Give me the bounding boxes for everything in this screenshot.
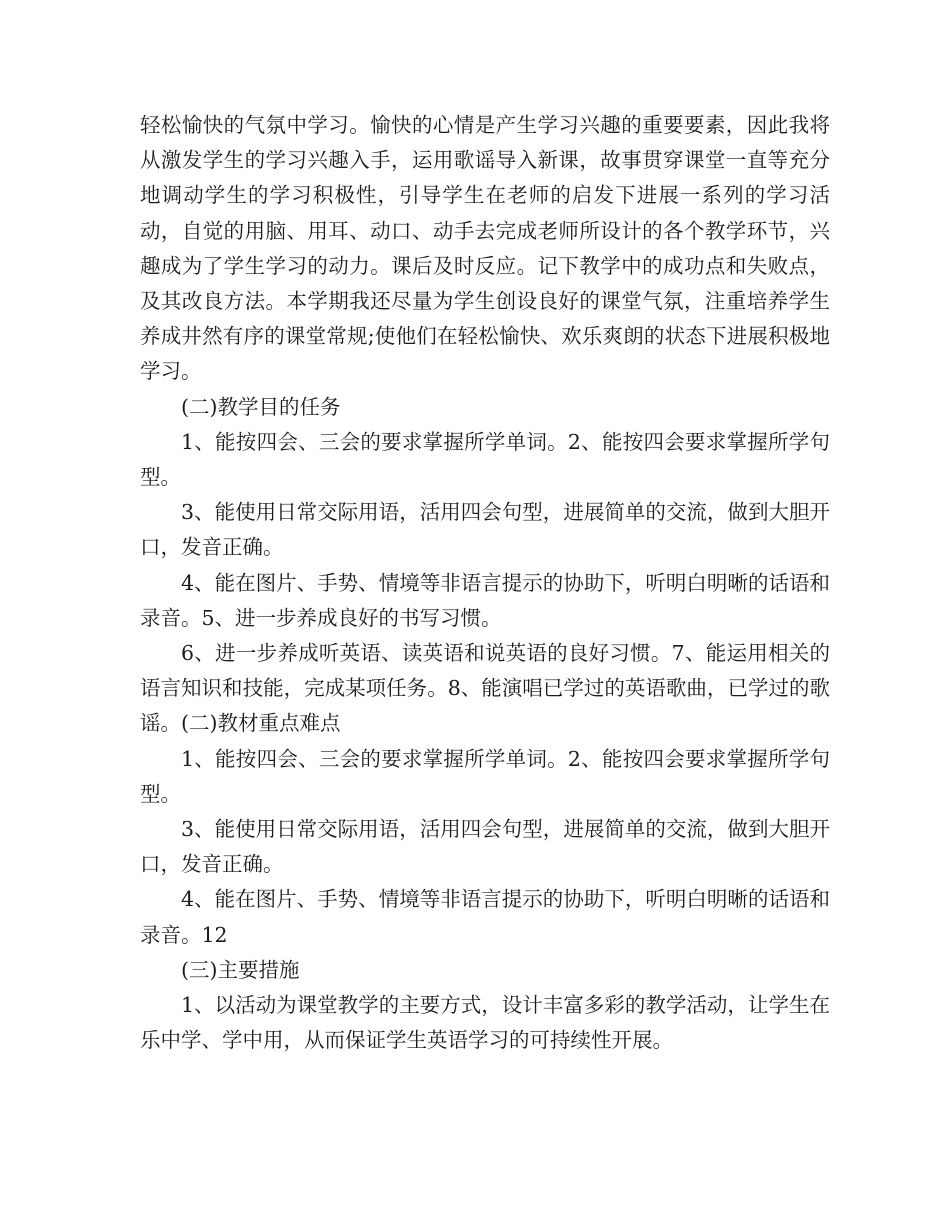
paragraph-intro: 轻松愉快的气氛中学习。愉快的心情是产生学习兴趣的重要要素，因此我将从激发学生的学习兴趣入手，运用歌谣导入新课，故事贯穿课堂一直等充分地调动学生的学习积极性，引导学生在老师的启发下进展一系列的学习活动，自觉的用脑、用耳、动口、动手去完成老师所设计的各个教学环节，兴趣成为了学生学习的动力。课后及时反应。记下教学中的成功点和失败点，及其改良方法。本学期我还尽量为学生创设良好的课堂气氛，注重培养学生养成井然有序的课堂常规;使他们在轻松愉快、欢乐爽朗的状态下进展积极地学习。 bbox=[140, 113, 830, 384]
paragraph-key-3: 3、能使用日常交际用语，活用四会句型，进展简单的交流，做到大胆开口，发音正确。 bbox=[140, 817, 830, 877]
paragraph-measure-1: 1、以活动为课堂教学的主要方式，设计丰富多彩的教学活动，让学生在乐中学、学中用，从而保证学生英语学习的可持续性开展。 bbox=[140, 993, 830, 1053]
paragraph-goal-6-8: 6、进一步养成听英语、读英语和说英语的良好习惯。7、能运用相关的语言知识和技能，完成某项任务。8、能演唱已学过的英语歌曲，已学过的歌谣。(二)教材重点难点 bbox=[140, 641, 830, 736]
paragraph-goal-4-5: 4、能在图片、手势、情境等非语言提示的协助下，听明白明晰的话语和录音。5、进一步养成良好的书写习惯。 bbox=[140, 570, 830, 630]
paragraph-goal-3: 3、能使用日常交际用语，活用四会句型，进展简单的交流，做到大胆开口，发音正确。 bbox=[140, 500, 830, 560]
heading-main-measures: (三)主要措施 bbox=[181, 957, 300, 982]
document-page bbox=[140, 108, 830, 1058]
paragraph-key-4: 4、能在图片、手势、情境等非语言提示的协助下，听明白明晰的话语和录音。12 bbox=[140, 887, 830, 947]
heading-teaching-goals: (二)教学目的任务 bbox=[181, 394, 341, 419]
paragraph-key-1-2: 1、能按四会、三会的要求掌握所学单词。2、能按四会要求掌握所学句型。 bbox=[140, 746, 830, 806]
paragraph-goal-1-2: 1、能按四会、三会的要求掌握所学单词。2、能按四会要求掌握所学句型。 bbox=[140, 429, 830, 490]
